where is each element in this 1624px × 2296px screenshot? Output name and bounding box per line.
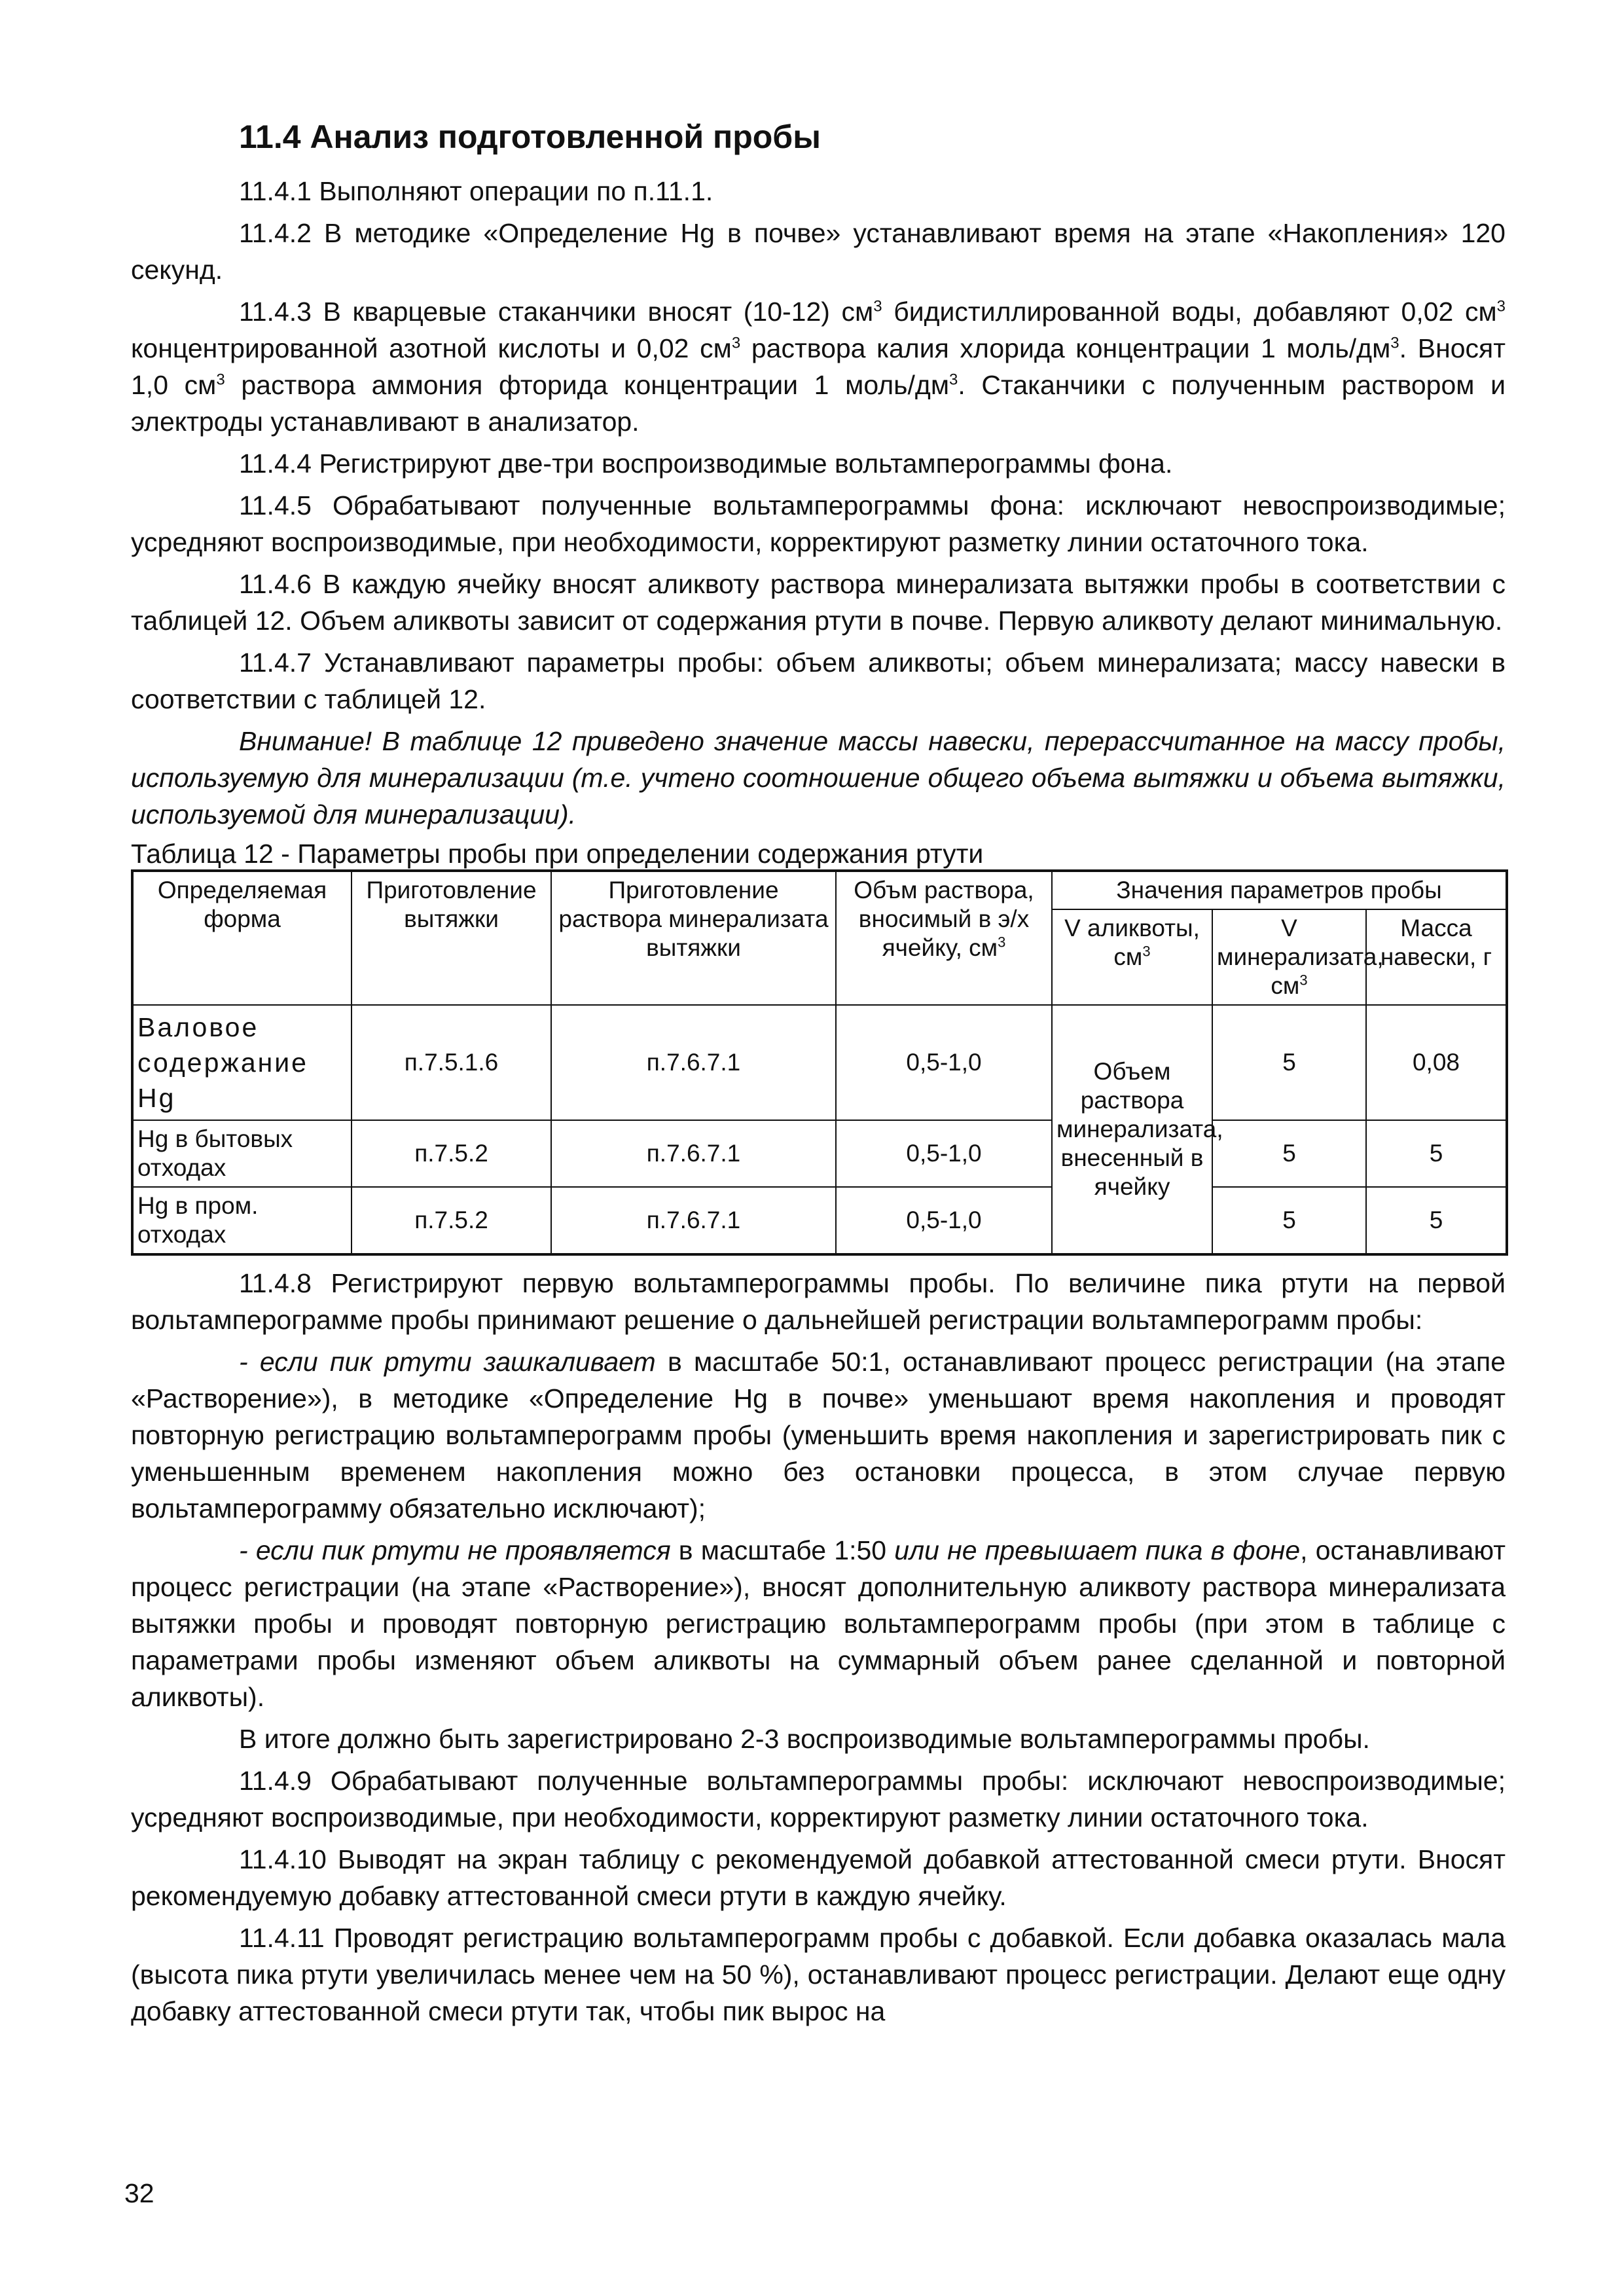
header-aliquot-text: V аликвоты, см	[1064, 915, 1200, 970]
p3-part-e: . Вносят 1,0 см	[131, 333, 1506, 400]
header-volume	[836, 871, 1052, 1005]
bullet-no-peak-text-1: в масштабе 1:50	[670, 1535, 895, 1565]
cell-mass: 5	[1366, 1187, 1507, 1254]
paragraph-11-4-1: 11.4.1 Выполняют операции по п.11.1.	[239, 176, 713, 206]
cell-aliquot-merged: Объем раствора минерализата, внесенный в ячейку	[1052, 1005, 1212, 1254]
paragraph-11-4-10: 11.4.10 Выводят на экран таблицу с рекомендуемой добавкой аттестованной смеси ртути. Вносят рекомендуемую добавку аттестованной смеси ртути в каждую ячейку.	[131, 1844, 1506, 1911]
attention-label: Внимание!	[239, 726, 372, 756]
bullet-no-peak	[131, 1532, 1506, 1715]
cell-extract: п.7.5.2	[352, 1187, 551, 1254]
bullet-overflow-italic: - если пик ртути зашкаливает	[239, 1347, 656, 1377]
cell-min-volume: 5	[1212, 1187, 1366, 1254]
cell-min-volume: 5	[1212, 1005, 1366, 1120]
page-number: 32	[124, 2178, 154, 2208]
superscript: 3	[873, 297, 882, 316]
attention-text: В таблице 12 приведено значение массы навески, перерассчитанное на массу пробы, используемую для минерализации (т.е. учтено соотношение общего объема вытяжки и объема вытяжки, используемой для минерализации).	[131, 726, 1506, 829]
cell-mineralizate: п.7.6.7.1	[551, 1120, 836, 1187]
superscript: 3	[731, 334, 741, 352]
paragraph-11-4-11: 11.4.11 Проводят регистрацию вольтамперограмм пробы с добавкой. Если добавка оказалась мала (высота пика ртути увеличилась менее чем на 50 %), останавливают процесс регистрации. Делают еще одну добавку аттестованной смеси ртути так, чтобы пик вырос на	[131, 1923, 1506, 2026]
bullet-overflow	[131, 1343, 1506, 1527]
page-content	[131, 117, 1506, 2035]
bullet-no-peak-text-2: , останавливают процесс регистрации (на этапе «Растворение»), вносят дополнительную аликвоту раствора минерализата вытяжки пробы и проводят повторную регистрацию вольтамперограмм пробы (при этом в таблице с параметрами пробы изменяют объем аликвоты на суммарный объем ранее сделанной и повторной аликвоты).	[131, 1535, 1506, 1712]
cell-mass: 0,08	[1366, 1005, 1507, 1120]
superscript: 3	[1142, 943, 1151, 960]
header-min-volume-text: V минерализата, см	[1217, 915, 1384, 999]
header-min-volume	[1212, 909, 1384, 1005]
paragraph-11-4-5: 11.4.5 Обрабатывают полученные вольтамперограммы фона: исключают невоспроизводимые; усредняют воспроизводимые, при необходимости, корректируют разметку линии остаточного тока.	[131, 490, 1506, 557]
superscript: 3	[998, 934, 1006, 951]
paragraph-11-4-7: 11.4.7 Устанавливают параметры пробы: объем аликвоты; объем минерализата; массу навески в соответствии с таблицей 12.	[131, 647, 1506, 714]
table-row	[132, 1120, 1507, 1187]
p3-part-c: концентрированной азотной кислоты и 0,02 см	[131, 333, 732, 363]
header-group: Значения параметров пробы	[1052, 871, 1507, 909]
cell-extract: п.7.5.2	[352, 1120, 551, 1187]
p3-part-d: раствора калия хлорида концентрации 1 моль/дм	[740, 333, 1391, 363]
cell-volume: 0,5-1,0	[836, 1005, 1052, 1120]
cell-min-volume: 5	[1212, 1120, 1366, 1187]
table-row	[132, 1005, 1507, 1120]
cell-extract: п.7.5.1.6	[352, 1005, 551, 1120]
paragraph-11-4-3	[131, 293, 1506, 440]
cell-volume: 0,5-1,0	[836, 1187, 1052, 1254]
p3-part-a: 11.4.3 В кварцевые стаканчики вносят (10-12) см	[239, 297, 874, 327]
cell-form: Hg в пром. отходах	[132, 1187, 352, 1254]
bullet-no-peak-italic-1: - если пик ртути не проявляется	[239, 1535, 671, 1565]
paragraph-11-4-8: 11.4.8 Регистрируют первую вольтамперограммы пробы. По величине пика ртути на первой вольтамперограмме пробы принимают решение о дальнейшей регистрации вольтамперограмм пробы:	[131, 1268, 1506, 1335]
header-extract: Приготовление вытяжки	[352, 871, 551, 1005]
cell-form: Hg в бытовых отходах	[132, 1120, 352, 1187]
paragraph-11-4-6: 11.4.6 В каждую ячейку вносят аликвоту раствора минерализата вытяжки пробы в соответствии с таблицей 12. Объем аликвоты зависит от содержания ртути в почве. Первую аликвоту делают минимальную.	[131, 569, 1506, 636]
superscript: 3	[216, 371, 225, 389]
header-form: Определяемая форма	[132, 871, 352, 1005]
cell-mass: 5	[1366, 1120, 1507, 1187]
cell-mineralizate: п.7.6.7.1	[551, 1005, 836, 1120]
attention-note	[131, 723, 1506, 833]
table-caption: Таблица 12 - Параметры пробы при определении содержания ртути	[131, 839, 984, 869]
header-mineralizate: Приготовление раствора минерализата вытяжки	[551, 871, 836, 1005]
p3-part-g: . Стаканчики с полученным раствором и электроды устанавливают в анализатор.	[131, 370, 1506, 437]
table-row	[132, 1187, 1507, 1254]
superscript: 3	[1390, 334, 1399, 352]
p3-part-f: раствора аммония фторида концентрации 1 моль/дм	[225, 370, 950, 400]
table-header-row	[132, 871, 1507, 909]
superscript: 3	[1299, 972, 1308, 989]
paragraph-11-4-4: 11.4.4 Регистрируют две-три воспроизводимые вольтамперограммы фона.	[239, 448, 1173, 479]
bullet-overflow-text: в масштабе 50:1, останавливают процесс регистрации (на этапе «Растворение»), в методике «Определение Hg в почве» уменьшают время накопления и проводят повторную регистрацию вольтамперограмм пробы (уменьшить время накопления и зарегистрировать пик с уменьшенным временем накопления можно без остановки процесса, в этом случае первую вольтамперограмму обязательно исключают);	[131, 1347, 1506, 1523]
cell-volume: 0,5-1,0	[836, 1120, 1052, 1187]
cell-form: Валовое содержание Hg	[132, 1005, 352, 1120]
cell-mineralizate: п.7.6.7.1	[551, 1187, 836, 1254]
p3-part-b: бидистиллированной воды, добавляют 0,02 см	[882, 297, 1497, 327]
paragraph-11-4-2: 11.4.2 В методике «Определение Hg в почве» устанавливают время на этапе «Накопления» 120 секунд.	[131, 218, 1506, 285]
superscript: 3	[1496, 297, 1506, 316]
bullet-no-peak-italic-2: или не превышает пика в фоне	[894, 1535, 1301, 1565]
superscript: 3	[949, 371, 958, 389]
paragraph-11-4-9: 11.4.9 Обрабатывают полученные вольтамперограммы пробы: исключают невоспроизводимые; усредняют воспроизводимые, при необходимости, корректируют разметку линии остаточного тока.	[131, 1766, 1506, 1832]
section-heading: 11.4 Анализ подготовленной пробы	[239, 118, 821, 155]
header-aliquot	[1052, 909, 1212, 1005]
summary-paragraph: В итоге должно быть зарегистрировано 2-3 воспроизводимые вольтамперограммы пробы.	[239, 1724, 1370, 1754]
header-volume-text: Объм раствора, вносимый в э/х ячейку, см	[854, 877, 1034, 961]
header-mass: Масса навески, г	[1366, 909, 1507, 1005]
parameters-table	[131, 869, 1508, 1256]
